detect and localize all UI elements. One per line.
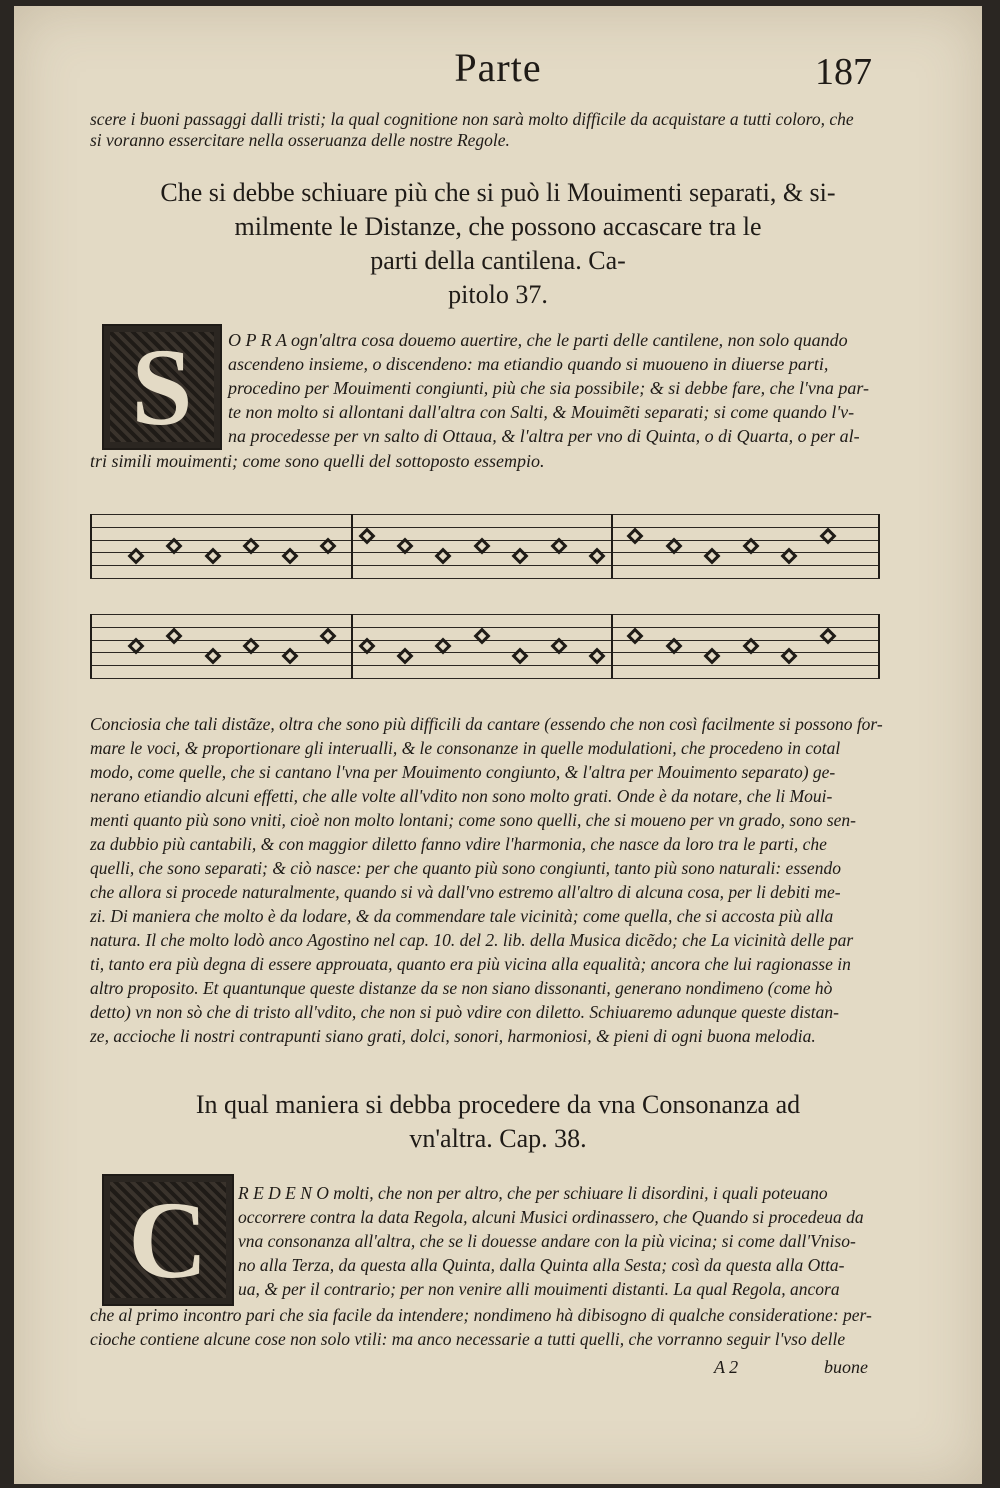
signature-mark: A 2 [714,1357,739,1377]
book-page [14,6,982,1484]
staff-line [90,527,880,528]
chapter-heading: milmente le Distanze, che possono accascare tra le [234,212,762,241]
running-head: Parte [454,45,542,90]
note-head [627,528,644,545]
note-head [781,547,798,564]
note-head [704,547,721,564]
text-line: zi. Di maniera che molto è da lodare, & da commendare tale vicinità; come quella, che si accosta più alla [90,906,834,926]
staff-line [90,578,880,579]
note-head [819,528,836,545]
bar-line [90,514,92,578]
text-line: mare le voci, & proportionare gli interualli, & le consonanze in quelle modulationi, che procedeno in cotal [90,738,841,758]
text-line: si voranno essercitare nella osseruanza delle nostre Regole. [90,130,510,150]
text-line: altro proposito. Et quantunque queste distanze da se non siano dissonanti, generano nondimeno (come hò [90,978,833,998]
text-line: scere i buoni passaggi dalli tristi; la qual cognitione non sarà molto difficile da acquistare a tutti coloro, che [90,109,854,129]
staff-line [90,627,880,628]
text-line: ascendeno insieme, o discendeno: ma etiandio quando si muoueno in diuerse parti, [228,354,829,374]
text-line: ze, accioche li nostri contrapunti siano grati, dolci, sonori, harmoniosi, & pieni di ogni buona melodia. [90,1026,816,1046]
text-line: cioche contiene alcune cose non solo vtili: ma anco necessarie a tutti quelli, che vorranno seguir l'vso delle [90,1329,846,1349]
catchword: buone [824,1357,868,1377]
page-number: 187 [815,51,872,93]
note-head [704,647,721,664]
drop-cap [102,324,222,450]
staff-line [90,614,880,615]
text-line: modo, come quelle, che si cantano l'vna per Mouimento congiunto, & l'altra per Mouimento separato) ge- [90,762,836,782]
music-staff-upper [90,506,880,586]
note-head [589,547,606,564]
chapter-heading: vn'altra. Cap. 38. [409,1124,587,1153]
text-line: na procedesse per vn salto di Ottaua, & l'altra per vno di Quinta, o di Quarta, o per al- [228,426,860,446]
text-line: ua, & per il contrario; per non venire alli mouimenti distanti. La qual Regola, ancora [238,1279,840,1299]
text-line: menti quanto più sono vniti, cioè non molto lontani; come sono quelli, che si moueno per vn grado, sono sen- [90,810,857,830]
text-line: vna consonanza all'altra, che se li douesse andare con la più vicina; si come dall'Vniso- [238,1231,856,1251]
chapter-heading: pitolo 37. [448,280,548,309]
text-line: quelli, che sono separati; & ciò nasce: per che quanto più sono congiunti, tanto più sono naturali: essendo [90,858,841,878]
text-line: che al primo incontro pari che sia facile da intendere; nondimeno hà dibisogno di qualche consideratione: per- [90,1305,872,1325]
note-head [204,547,221,564]
drop-cap [102,1174,234,1306]
note-head [396,647,413,664]
bar-line [611,614,613,678]
note-head [627,628,644,645]
text-line: te non molto si allontani dall'altra con Salti, & Mouimẽti separati; si come quando l'v- [228,402,855,422]
note-head [281,647,298,664]
note-head [512,647,529,664]
staff-line [90,665,880,666]
text-line: procedino per Mouimenti congiunti, più che sia possibile; & si debbe fare, che l'vna par- [228,378,870,398]
text-line: tri simili mouimenti; come sono quelli del sottoposto essempio. [90,451,545,471]
chapter-heading: Che si debbe schiuare più che si può li Mouimenti separati, & si- [160,178,836,207]
bar-line [351,614,353,678]
drop-cap-letter: S [131,326,193,448]
text-line: detto) vn non sò che di tristo all'vdito, che non si può vdire con diletto. Schiuaremo adunque queste distan- [90,1002,839,1022]
chapter-heading: In qual maniera si debba procedere da vna Consonanza ad [195,1090,801,1119]
note-head [166,628,183,645]
staff-line [90,514,880,515]
text-line: no alla Terza, da questa alla Quinta, dalla Quinta alla Sesta; così da questa alla Otta- [238,1255,845,1275]
chapter-heading: parti della cantilena. Ca- [370,246,626,275]
text-line: natura. Il che molto lodò anco Agostino nel cap. 10. del 2. lib. della Musica dicẽdo; che La vicinità delle par [90,930,854,950]
note-head [435,547,452,564]
text-line: ti, tanto era più degna di essere approuata, quanto era più vicina alla equalità; ancora che lui ragionasse in [90,954,851,974]
bar-line [351,514,353,578]
text-line: nerano etiandio alcuni effetti, che alle volte all'vdito non sono molto grati. Onde è da notare, che li Moui- [90,786,833,806]
text-line: che allora si procede naturalmente, quando si và dall'vno estremo all'altro di alcuna cosa, per li debiti me- [90,882,841,902]
bar-line [611,514,613,578]
note-head [128,547,145,564]
note-head [358,528,375,545]
music-staff-lower [90,606,880,686]
note-head [819,628,836,645]
staff-line [90,565,880,566]
bar-line [878,614,880,678]
note-head [204,647,221,664]
note-head [473,628,490,645]
note-head [589,647,606,664]
bar-line [90,614,92,678]
note-head [512,547,529,564]
note-head [781,647,798,664]
note-head [320,628,337,645]
staff-line [90,678,880,679]
text-line: Conciosia che tali distãze, oltra che sono più difficili da cantare (essendo che non così facilmente si possono for- [90,714,883,734]
text-line: occorrere contra la data Regola, alcuni Musici ordinassero, che Quando si procedeua da [238,1207,864,1227]
text-line: O P R A ogn'altra cosa douemo auertire, che le parti delle cantilene, non solo quando [228,330,848,350]
text-line: za dubbio più cantabili, & con maggior diletto fanno vdire l'harmonia, che nasce da loro tra le parti, che [90,834,827,854]
text-line: R E D E N O molti, che non per altro, che per schiuare li disordini, i quali poteuano [238,1183,828,1203]
note-head [281,547,298,564]
drop-cap-letter: C [128,1179,208,1301]
bar-line [878,514,880,578]
